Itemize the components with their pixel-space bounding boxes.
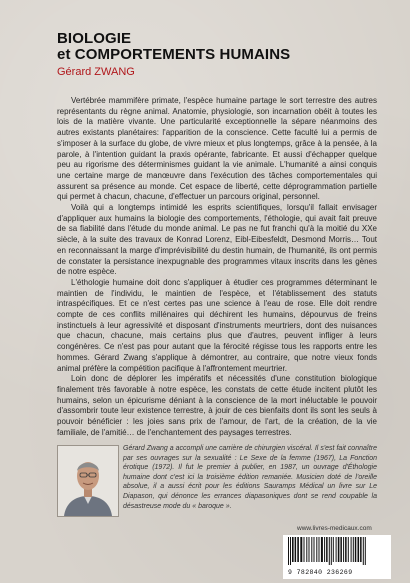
- barcode-bar: [351, 537, 352, 562]
- barcode-bar: [340, 537, 342, 562]
- barcode-bar: [355, 537, 357, 562]
- barcode-bar: [311, 537, 312, 562]
- blurb-paragraph-4: Loin donc de déplorer les impératifs et nécessités d'une constitution biologique finalement très favorable à notre espèce, les constats de cette étude incitent plutôt les humains, selon un épicurisme déniant à la conscience de la mort inéluctable le pouvoir d'assombrir toute leur existence terrestre, à jouir de ces bienfaits dont ils sont les seuls à pouvoir bénéficier : les joies sans prix de l'amour, de l'art, de la création, de la vie familiale, de l'amitié… de l'enchantement des paysages terrestres.: [57, 374, 377, 437]
- author-biography: Gérard Zwang a accompli une carrière de chirurgien viscéral. Il s'est fait connaître par ses ouvrages sur la sexualité : Le Sexe de la femme (1967), La Fonction érotique (1972). Il fut le premier à publier, en 1987, un ouvrage d'Éthologie humaine dont c'est ici la troisième édition remaniée. Musicien doté de l'oreille absolue, il a aussi écrit pour les éditions Sauramps Médical un livre sur Le Diapason, qui dénonce les errances diapasoniques dont se rend coupable la désastreuse mode du « baroque ».: [123, 445, 377, 510]
- barcode-bar: [363, 537, 364, 565]
- barcode-bar: [353, 537, 354, 562]
- book-title-line-2: et COMPORTEMENTS HUMAINS: [57, 46, 291, 63]
- blurb-text: [57, 96, 377, 439]
- barcode-bar: [358, 537, 360, 562]
- barcode-bar: [360, 537, 362, 562]
- barcode-bar: [343, 537, 344, 562]
- barcode-bar: [304, 537, 305, 562]
- barcode-bar: [329, 537, 330, 565]
- barcode-bar: [316, 537, 317, 562]
- barcode-bar: [326, 537, 328, 562]
- barcode-bar: [319, 537, 320, 562]
- barcode-bar: [321, 537, 323, 562]
- isbn-number: 9 782840 236269: [288, 569, 353, 576]
- barcode-bar: [292, 537, 294, 562]
- barcode-bar: [314, 537, 315, 562]
- author-photo: [57, 445, 119, 517]
- blurb-paragraph-1: Vertébrée mammifère primate, l'espèce humaine partage le sort terrestre des autres représentants du règne animal. Anatomie, physiologie, son incarnation obéit à toutes les lois de la matière vivante. Une particularité exceptionnelle la sépare néanmoins des autres existants planétaires: l'apparition de la conscience. Cette faculté lui a permis de s'imposer à la surface du globe, de vivre mieux et plus longtemps, grâce à la pensée, à la parole, à l'intention guidant la praxis opérante, fabricante. Et aussi d'échapper quelque peu au rigorisme des déterminismes guidant la vie animale. L'humanité a ainsi conquis une certaine marge de manœuvre dans l'exécution des tâches comportementales qui assurent sa présence au monde. Cet espace de liberté, cette déprogrammation partielle qui permet à chacun, chacune, d'effectuer un parcours original, personnel.: [57, 96, 377, 202]
- blurb-paragraph-2: Voilà qui a longtemps intimidé les esprits scientifiques, lorsqu'il fallait envisager d'appliquer aux humains la biologie des comportements, l'éthologie, qui avait fait preuve de sa fiabilité dans l'étude du monde animal. Le pas ne fut franchi qu'à la moitié du XXe siècle, à la suite des travaux de Konrad Lorenz, Eibl-Eibesfeldt, Desmond Morris… Tout en reconnaissant la marge d'imprévisibilité du destin humain, de l'humanité, ils ont permis de constater la persistance inexpugnable des programmes vitaux inscrits dans les gènes de notre espèce.: [57, 203, 377, 277]
- barcode-bar: [333, 537, 334, 562]
- barcode-bar: [348, 537, 349, 562]
- book-title-line-1: BIOLOGIE: [57, 30, 132, 47]
- barcode-bar: [300, 537, 302, 562]
- barcode-bars: [283, 535, 391, 567]
- barcode-bar: [290, 537, 291, 565]
- barcode-bar: [295, 537, 297, 562]
- barcode-bar: [309, 537, 310, 562]
- publisher-url: www.livres-medicaux.com: [297, 525, 372, 532]
- barcode-bar: [331, 537, 332, 565]
- barcode-bar: [365, 537, 366, 565]
- barcode-bar: [338, 537, 340, 562]
- barcode-bar: [288, 537, 289, 565]
- author-name: Gérard ZWANG: [57, 66, 135, 78]
- barcode-bar: [297, 537, 299, 562]
- blurb-paragraph-3: L'éthologie humaine doit donc s'appliquer à étudier ces programmes déterminant le maintien de l'individu, le maintien de l'espèce, et l'établissement des statuts intraspécifiques. Et ce n'est certes pas une science à l'eau de rose. Elle doit rendre compte de ces conflits millénaires qui déchirent les humains, dépourvus de freins instinctuels à leur agressivité et disposant d'instruments meurtriers, dont des nuisances que chacun, chacune, mais certains plus que d'autres, peuvent infliger à leurs congénères. Ce n'est pas pour autant que la férocité régisse tous les rapports entre les hommes. Gérard Zwang s'applique à démontrer, au contraire, que notre vieux fonds animal préfère la compétition pacifique à l'affrontement meurtrier.: [57, 277, 377, 373]
- barcode-bar: [336, 537, 337, 562]
- barcode-bar: [345, 537, 347, 562]
- barcode-bar: [324, 537, 325, 562]
- barcode-bar: [306, 537, 307, 562]
